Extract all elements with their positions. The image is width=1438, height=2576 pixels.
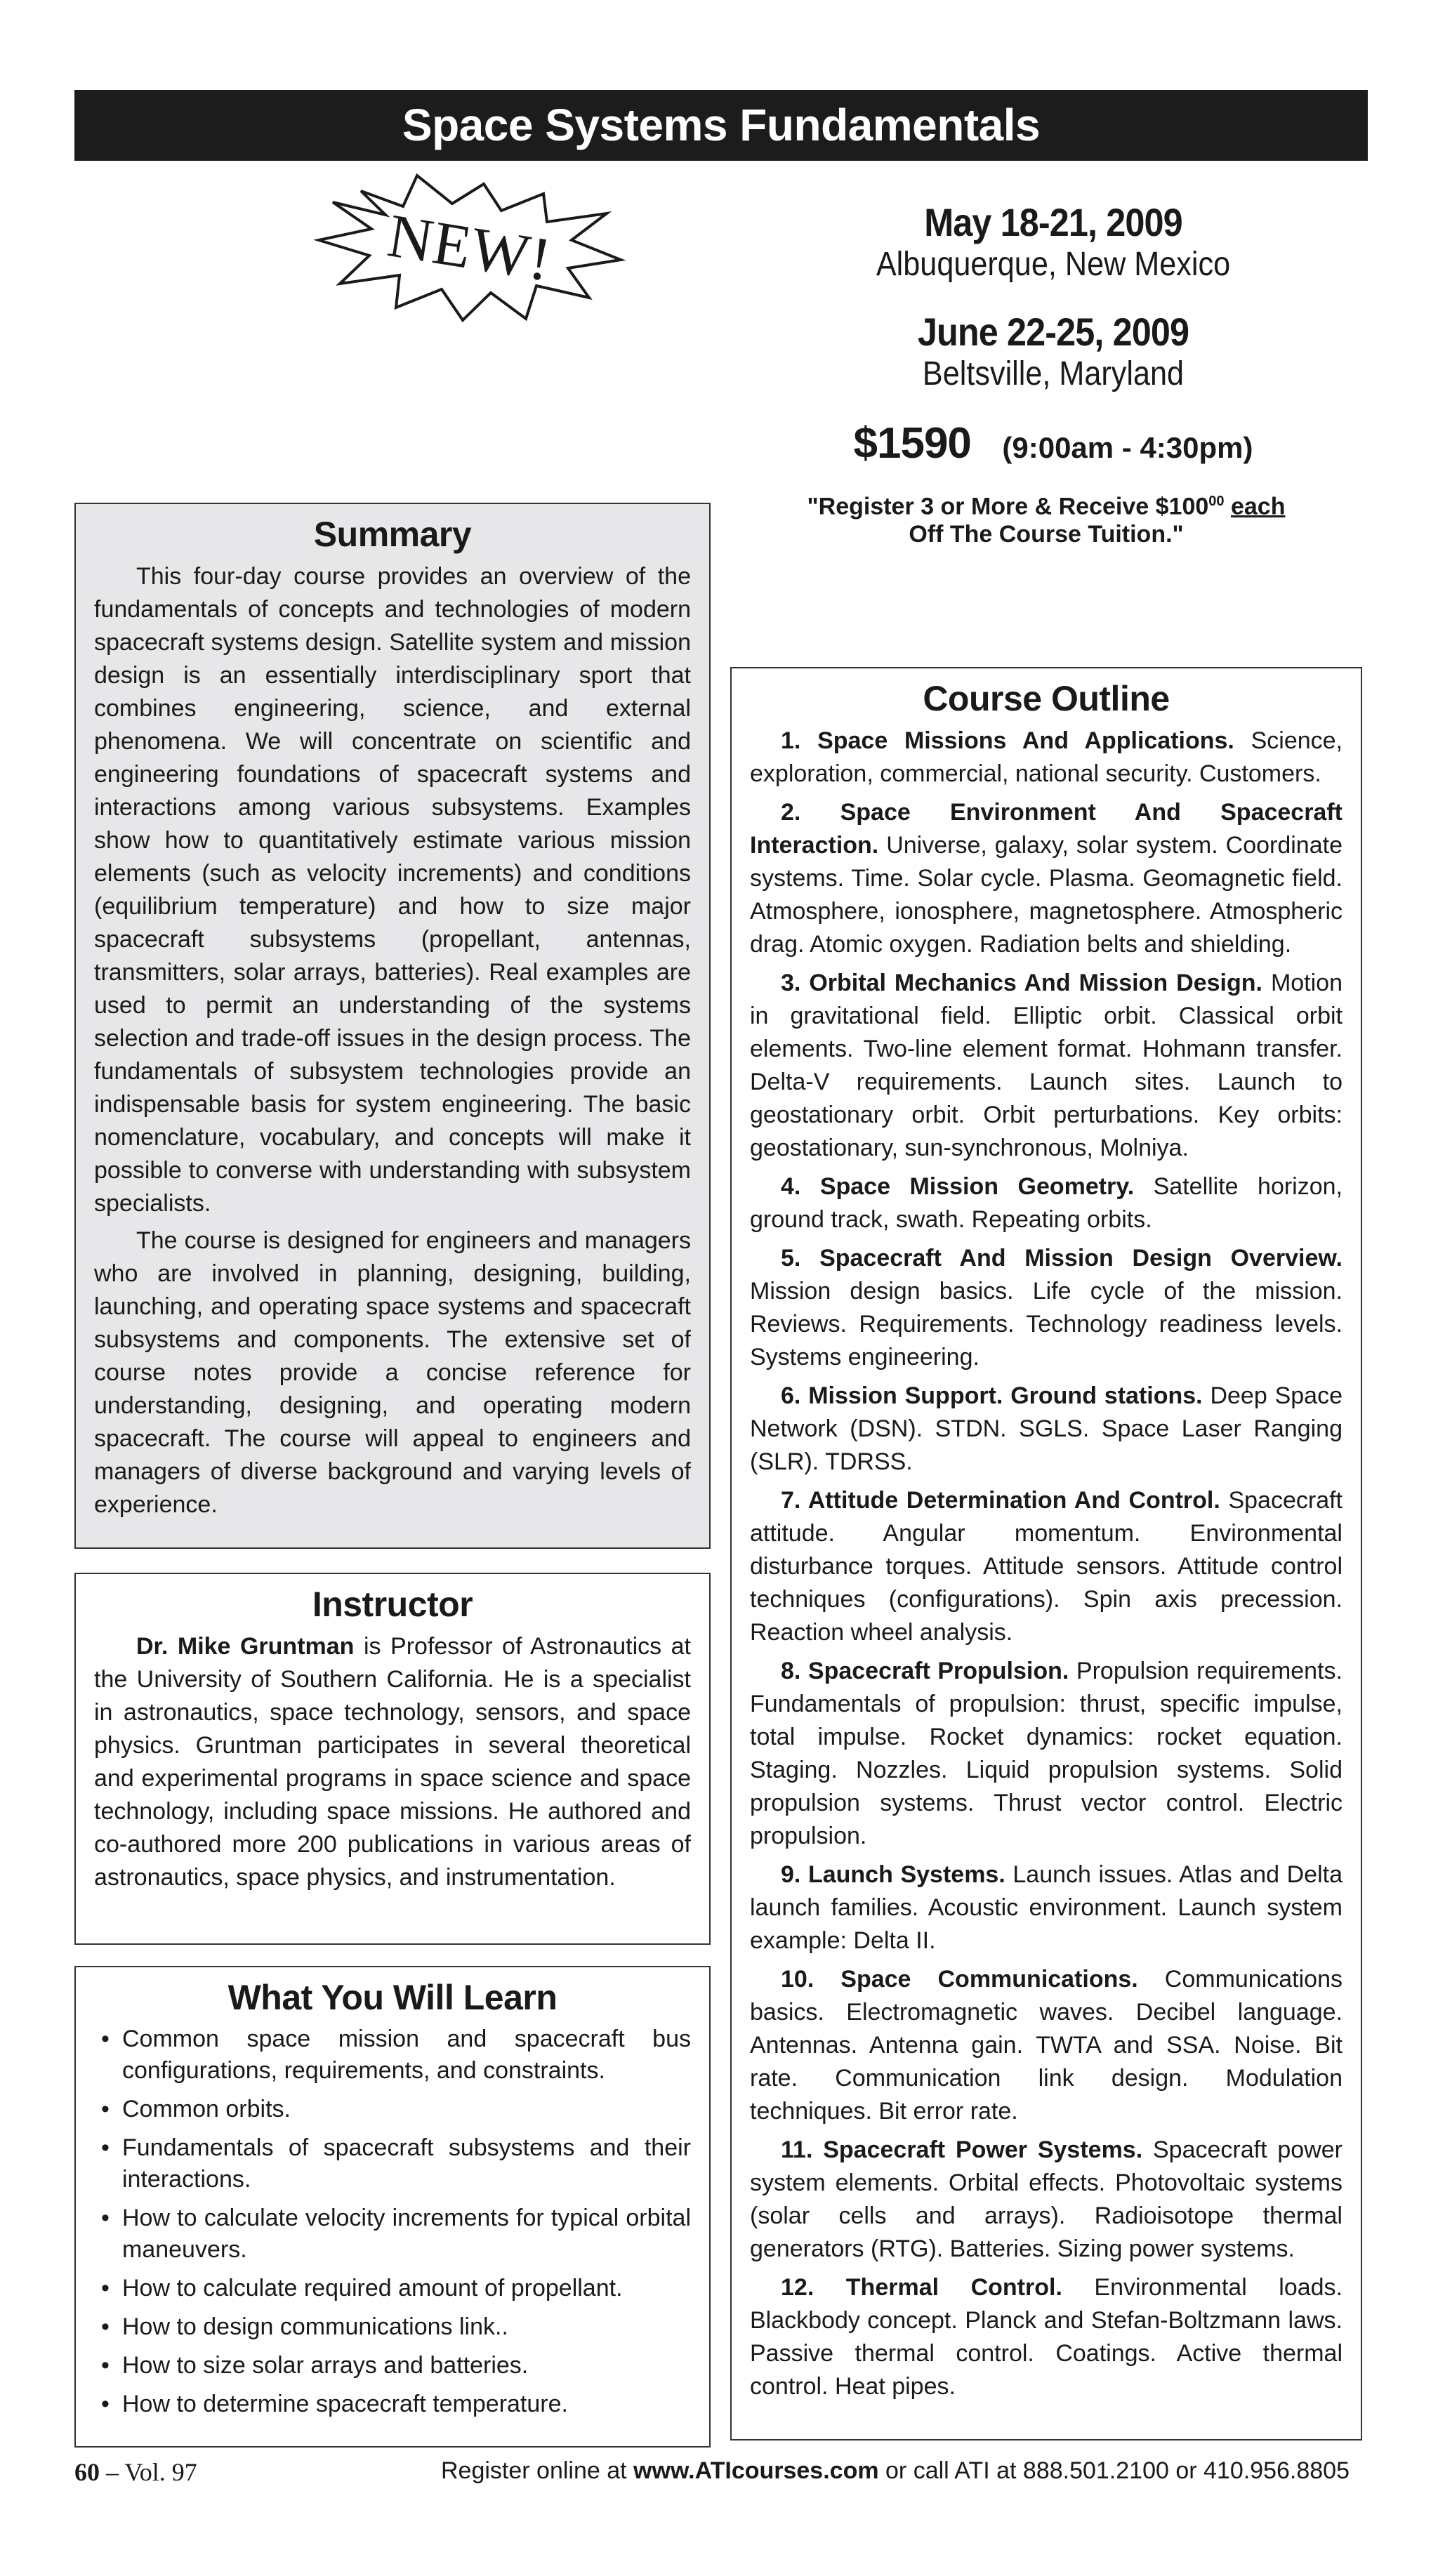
promo-superscript: 00: [1208, 494, 1225, 509]
outline-item-text: Propulsion requirements. Fundamentals of propulsion: thrust, specific impulse, total impulse. Rocket dynamics: rocket equation. Staging. Nozzles. Liquid propulsion systems. Solid propulsion systems. Thrust vector control. Electric propulsion.: [750, 1658, 1343, 1849]
learn-list: [94, 2023, 691, 2420]
page-number: [74, 2457, 197, 2487]
outline-item-title: 7. Attitude Determination And Control.: [781, 1487, 1220, 1514]
instructor-bio-text: is Professor of Astronautics at the University of Southern California. He is a specialist in astronautics, space technology, sensors, and space physics. Gruntman participates in several theoretical and experimental programs in space science and space technology, including space missions. He authored and co-authored more 200 publications in various areas of astronautics, space physics, and instrumentation.: [94, 1633, 692, 1891]
outline-item-text: Spacecraft attitude. Angular momentum. Environmental disturbance torques. Attitude sensors. Attitude control techniques (configurations). Spin axis precession. Reaction wheel analysis.: [750, 1487, 1343, 1646]
summary-box: [74, 503, 711, 1549]
outline-item: [750, 1858, 1343, 1957]
outline-item-text: Launch issues. Atlas and Delta launch families. Acoustic environment. Launch system example: Delta II.: [750, 1861, 1343, 1954]
list-item: • Common orbits.: [94, 2094, 691, 2125]
outline-item: [750, 1242, 1343, 1374]
outline-item: [750, 2134, 1343, 2266]
event-location: Albuquerque, New Mexico: [876, 246, 1231, 283]
outline-item-text: Motion in gravitational field. Elliptic orbit. Classical orbit elements. Two-line element format. Hohmann transfer. Delta-V requirements. Launch sites. Launch to geostationary orbit. Orbit perturbations. Key orbits: geostationary, sun-synchronous, Molniya.: [750, 970, 1343, 1161]
group-discount-promo: [730, 487, 1362, 548]
page-title: Space Systems Fundamentals: [74, 90, 1368, 161]
outline-item-title: 6. Mission Support. Ground stations.: [781, 1382, 1203, 1409]
outline-item-title: 9. Launch Systems.: [781, 1861, 1005, 1888]
list-item: • How to design communications link..: [94, 2311, 691, 2343]
volume-label: – Vol. 97: [100, 2458, 197, 2486]
list-item: • How to calculate required amount of propellant.: [94, 2273, 691, 2304]
event-location: Beltsville, Maryland: [922, 355, 1185, 392]
promo-text: "Register 3 or More & Receive $100: [807, 493, 1209, 520]
outline-item-title: 4. Space Mission Geometry.: [781, 1173, 1135, 1200]
register-line: [441, 2457, 1350, 2485]
list-item: • How to size solar arrays and batteries.: [94, 2350, 691, 2382]
event-2: [800, 309, 1306, 393]
outline-item: [750, 1484, 1343, 1649]
course-hours: (9:00am - 4:30pm): [1002, 431, 1253, 464]
instructor-bio: [94, 1630, 691, 1894]
summary-paragraph: The course is designed for engineers and managers who are involved in planning, designing, building, launching, and operating space systems and spacecraft subsystems and components. The extensive set of course notes provide a concise reference for understanding, designing, and operating modern spacecraft. The course will appeal to engineers and managers of diverse background and varying levels of experience.: [94, 1227, 691, 1518]
outline-item-title: 1. Space Missions And Applications.: [781, 727, 1234, 754]
summary-paragraph: This four-day course provides an overview of the fundamentals of concepts and technologies of modern spacecraft systems design. Satellite system and mission design is an essentially interdisciplinary sport that combines engineering, science, and external phenomena. We will concentrate on scientific and engineering foundations of spacecraft systems and interactions among various subsystems. Examples show how to quantitatively estimate various mission elements (such as velocity increments) and conditions (equilibrium temperature) and how to size major spacecraft subsystems (propellant, antennas, transmitters, solar arrays, batteries). Real examples are used to permit an understanding of the systems selection and trade-off issues in the design process. The fundamentals of subsystem technologies provide an indispensable basis for system engineering. The basic nomenclature, vocabulary, and concepts will make it possible to converse with understanding with subsystem specialists.: [94, 563, 691, 1217]
register-suffix: or call ATI at 888.501.2100 or 410.956.8805: [878, 2457, 1350, 2484]
event-date: June 22-25, 2009: [917, 310, 1189, 354]
event-date: May 18-21, 2009: [924, 200, 1182, 244]
list-item: • Common space mission and spacecraft bus configurations, requirements, and constraints.: [94, 2023, 691, 2087]
outline-item: [750, 967, 1343, 1165]
outline-item: [750, 1655, 1343, 1853]
outline-item-text: Satellite horizon, ground track, swath. Repeating orbits.: [750, 1173, 1343, 1233]
outline-item-text: Environmental loads. Blackbody concept. Planck and Stefan-Boltzmann laws. Passive thermal control. Coatings. Active thermal control. Heat pipes.: [750, 2274, 1343, 2400]
learn-heading: What You Will Learn: [227, 1978, 558, 2017]
outline-item-title: 5. Spacecraft And Mission Design Overview.: [781, 1245, 1343, 1272]
outline-item-title: 3. Orbital Mechanics And Mission Design.: [781, 970, 1262, 996]
outline-item-text: Communications basics. Electromagnetic waves. Decibel language. Antennas. Antenna gain. TWTA and SSA. Noise. Bit rate. Communication link design. Modulation techniques. Bit error rate.: [750, 1966, 1343, 2125]
outline-heading: Course Outline: [923, 679, 1170, 718]
outline-item: [750, 1170, 1343, 1236]
outline-item-text: Universe, galaxy, solar system. Coordinate systems. Time. Solar cycle. Plasma. Geomagnetic field. Atmosphere, ionosphere, magnetosphere. Atmospheric drag. Atomic oxygen. Radiation belts and shielding.: [750, 832, 1343, 958]
outline-item: [750, 725, 1343, 791]
outline-item-text: Spacecraft power system elements. Orbital effects. Photovoltaic systems (solar cells and arrays). Radioisotope thermal generators (RTG). Batteries. Sizing power systems.: [750, 2136, 1343, 2262]
list-item: • Fundamentals of spacecraft subsystems and their interactions.: [94, 2132, 691, 2195]
instructor-box: [74, 1573, 711, 1945]
outline-item-text: Deep Space Network (DSN). STDN. SGLS. Space Laser Ranging (SLR). TDRSS.: [750, 1382, 1343, 1475]
outline-item: [750, 796, 1343, 961]
outline-item-text: Mission design basics. Life cycle of the mission. Reviews. Requirements. Technology readiness levels. Systems engineering.: [750, 1278, 1343, 1370]
page-number-value: 60: [74, 2458, 100, 2486]
outline-item-title: 11. Spacecraft Power Systems.: [781, 2136, 1143, 2163]
course-outline-box: [730, 667, 1362, 2440]
summary-heading: Summary: [313, 515, 472, 554]
instructor-heading: Instructor: [312, 1585, 473, 1624]
website-link[interactable]: www.ATIcourses.com: [633, 2457, 879, 2484]
promo-line-2: Off The Course Tuition.": [909, 521, 1184, 548]
promo-each: each: [1230, 493, 1286, 520]
list-item: • How to determine spacecraft temperature.: [94, 2389, 691, 2420]
what-you-will-learn-box: [74, 1966, 711, 2448]
event-1: [800, 199, 1306, 284]
new-badge-text: NEW!: [383, 201, 556, 295]
register-prefix: Register online at: [441, 2457, 634, 2484]
price-row: [800, 418, 1306, 468]
list-item: • How to calculate velocity increments for typical orbital maneuvers.: [94, 2202, 691, 2266]
outline-item-text: Science, exploration, commercial, national security. Customers.: [750, 727, 1343, 787]
page-footer: [74, 2457, 1368, 2492]
outline-item: [750, 2271, 1343, 2403]
outline-item-title: 2. Space Environment And Spacecraft Interaction.: [750, 799, 1343, 859]
outline-item: [750, 1380, 1343, 1479]
instructor-name: Dr. Mike Gruntman: [136, 1633, 355, 1660]
course-price: $1590: [853, 419, 971, 468]
outline-item-title: 10. Space Communications.: [781, 1966, 1138, 1993]
outline-item: [750, 1963, 1343, 2128]
outline-item-title: 12. Thermal Control.: [781, 2274, 1062, 2301]
outline-item-title: 8. Spacecraft Propulsion.: [781, 1658, 1069, 1684]
